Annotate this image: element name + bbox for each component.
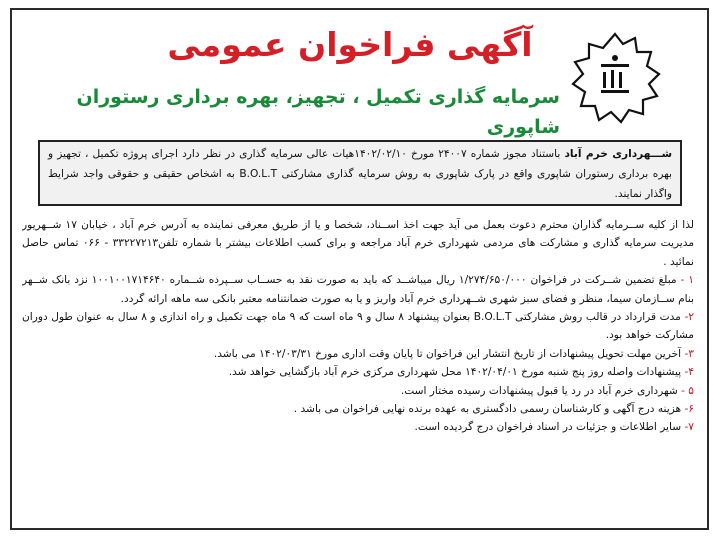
item-text: مبلغ تضمین شــرکت در فراخوان ۱/۲۷۴/۶۵۰/۰۰۰ ریال میباشــد که باید به صورت نقد به حســاب ســپرده شــماره ۱۰۰۱۰۰۱۷۱۴۶۴۰ نزد بانک شــهر بنام ســازمان سیما، منظر و فضای سبز شهری شــهرداری خرم آباد واریز و یا به صورت ضمانتنامه معتبر بانکی سه ماهه ارائه گردد. xyxy=(22,274,694,305)
municipality-logo-icon xyxy=(565,28,665,128)
list-item xyxy=(22,418,694,436)
item-text: آخرین مهلت تحویل پیشنهادات از تاریخ انتشار این فراخوان تا پایان وقت اداری مورخ ۱۴۰۲/۰۳/۳۱ می باشد. xyxy=(213,347,685,360)
intro-text: باستناد مجوز شماره ۲۴۰۰۷ مورخ ۱۴۰۲/۰۲/۱۰هیات عالی سرمایه گذاری در نظر دارد اجرای پروژه تکمیل ، تجهیز و بهره برداری رستوران شاپوری واقع در پارک شاپوری به روش سرمایه گذاری مشارکتی B.O.L.T به اشخاص حقیقی و حقوقی واجد شرایط واگذار نمایند. xyxy=(48,148,672,200)
list-item xyxy=(22,400,694,418)
item-number: ۵ - xyxy=(681,384,694,397)
list-item xyxy=(22,271,694,308)
item-text: شهرداری خرم آباد در رد یا قبول پیشنهادات رسیده مختار است. xyxy=(400,384,682,397)
item-number: ۲- xyxy=(684,311,694,324)
intro-box xyxy=(38,140,682,206)
intro-lead: شـــهرداری خرم آباد xyxy=(564,148,673,160)
list-item xyxy=(22,345,694,363)
item-text: پیشنهادات واصله روز پنج شنبه مورخ ۱۴۰۲/۰۴/۰۱ محل شهرداری مرکزی خرم آباد بازگشایی خواهد شد. xyxy=(228,366,685,379)
notice-title: آگهی فراخوان عمومی xyxy=(167,25,533,64)
body-intro-paragraph: لذا از کلیه ســرمایه گذاران محترم دعوت بعمل می آید جهت اخذ اســناد، شخصا و یا از طریق معرفی نماینده به آدرس خرم آباد ، خیابان ۱۷ شــهریور مدیریت سرمایه گذاری و مشارکت های مردمی شهرداری خرم آباد مراجعه و برای کسب اطلاعات بیشتر با شماره تلفن۳۳۲۲۷۲۱۳ - ۰۶۶ تماس حاصل نمائید . xyxy=(22,219,694,268)
list-item xyxy=(22,382,694,400)
item-number: ۷- xyxy=(684,421,694,434)
list-item xyxy=(22,308,694,345)
item-number: ۱ - xyxy=(680,274,694,287)
notice-subtitle: سرمایه گذاری تکمیل ، تجهیز، بهره برداری رستوران شاپوری xyxy=(76,86,560,138)
item-number: ۴- xyxy=(684,366,694,379)
list-item xyxy=(22,363,694,381)
item-text: هزینه درج آگهی و کارشناسان رسمی دادگستری به عهده برنده نهایی فراخوان می باشد . xyxy=(293,403,685,416)
item-number: ۶- xyxy=(684,403,694,416)
item-text: مدت قرارداد در قالب روش مشارکتی B.O.L.T بعنوان پیشنهاد ۸ سال و ۹ ماه است که ۹ ماه جهت تکمیل و راه اندازی و ۸ سال به عنوان طول دوران مشارکت خواهد بود. xyxy=(22,311,694,342)
item-text: سایر اطلاعات و جزئیات در اسناد فراخوان درج گردیده است. xyxy=(414,421,685,434)
notice-body xyxy=(22,216,694,528)
item-number: ۳- xyxy=(684,347,694,360)
